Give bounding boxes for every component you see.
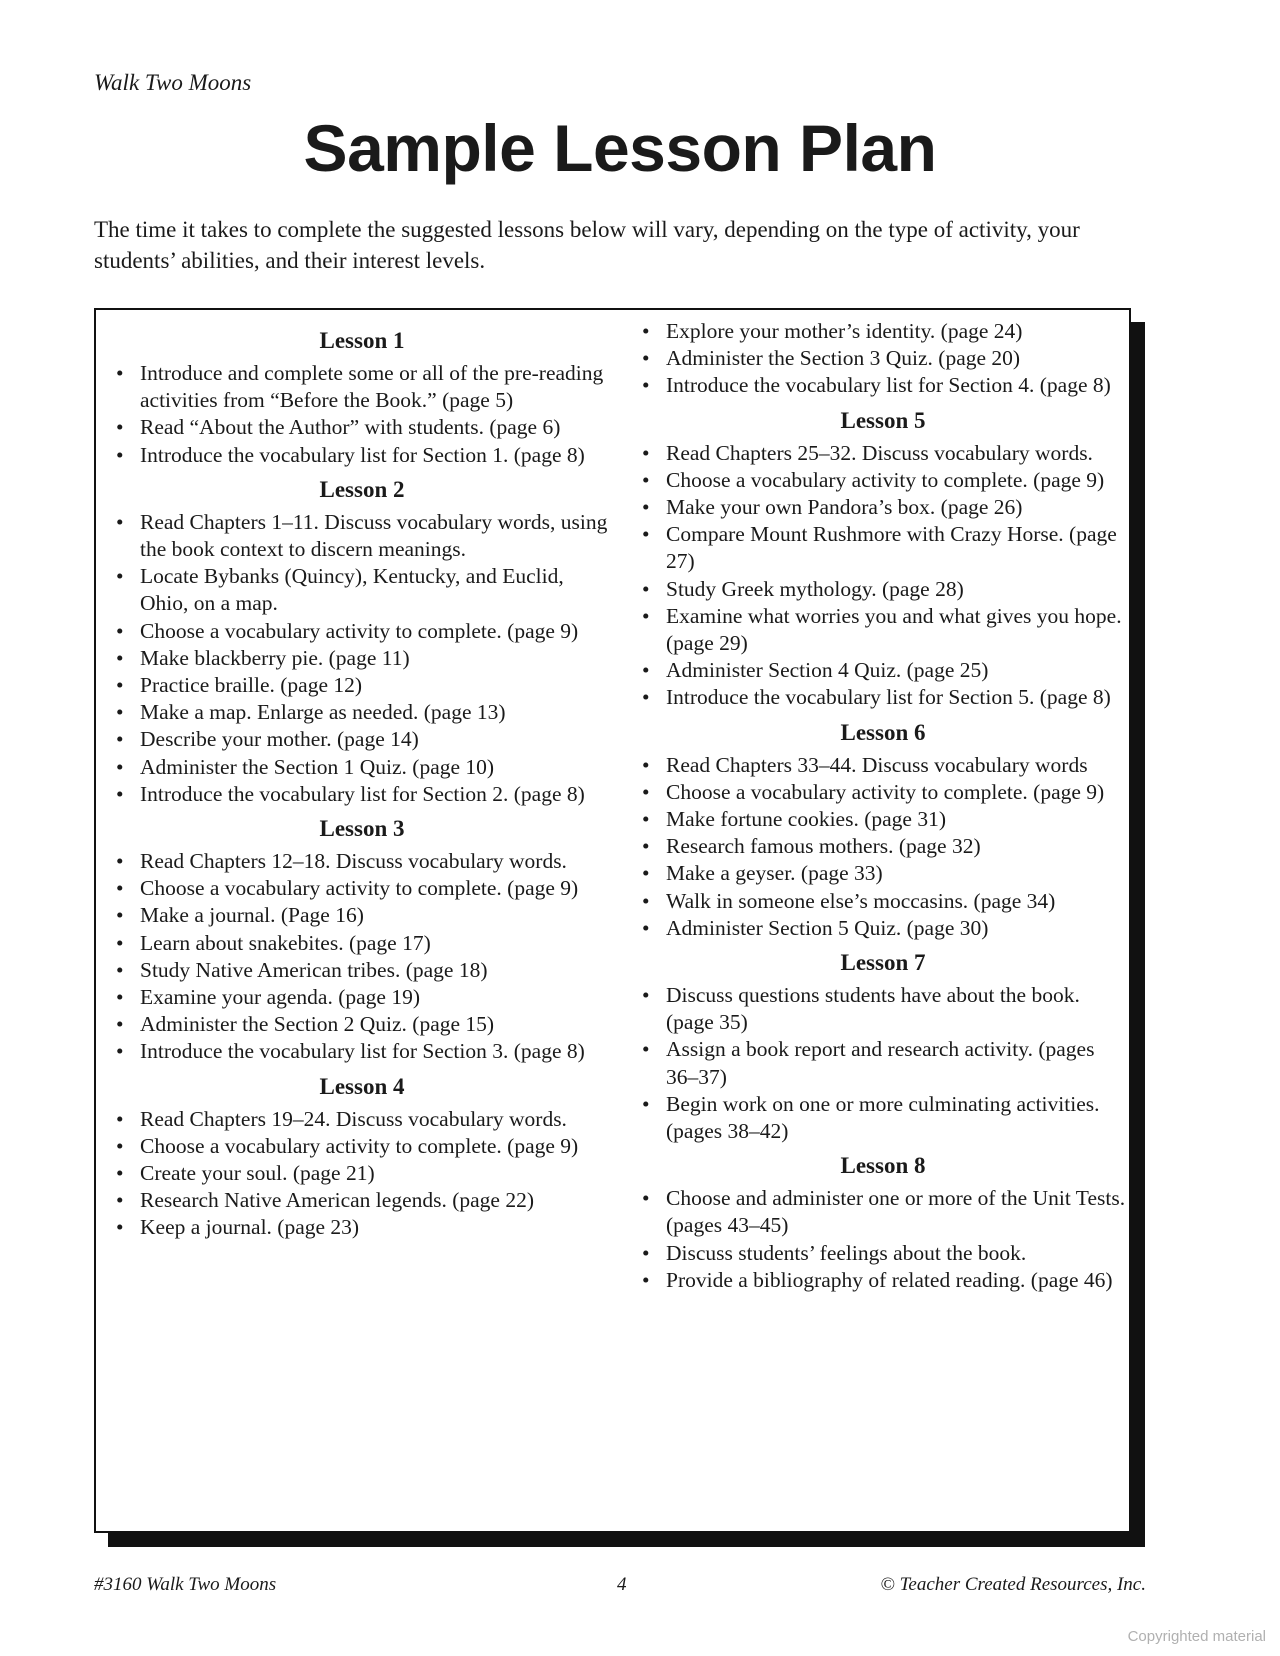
bullet-icon: •: [116, 1039, 124, 1064]
list-item-text: Introduce and complete some or all of the pre-reading activities from “Before the Book.” (page 5): [140, 361, 604, 413]
list-item-text: Make a map. Enlarge as needed. (page 13): [140, 700, 506, 725]
bullet-icon: •: [116, 673, 124, 698]
list-item-text: Make a journal. (Page 16): [140, 903, 364, 928]
bullet-icon: •: [642, 467, 650, 492]
bullet-icon: •: [116, 985, 124, 1010]
lesson-heading: Lesson 4: [319, 1073, 405, 1099]
lesson-activity-list: [638, 440, 1128, 712]
list-item: [638, 521, 1128, 575]
lesson-heading: Lesson 8: [840, 1153, 926, 1179]
list-item: [638, 318, 1128, 345]
list-item-text: Make blackberry pie. (page 11): [140, 645, 410, 670]
list-item: [638, 1185, 1128, 1239]
list-item-text: Discuss students’ feelings about the book.: [666, 1240, 1027, 1265]
list-item: [112, 618, 612, 645]
list-item-text: Begin work on one or more culminating activities. (pages 38–42): [666, 1091, 1100, 1144]
footer-copyright: © Teacher Created Resources, Inc.: [880, 1574, 1146, 1595]
bullet-icon: •: [642, 1091, 650, 1116]
list-item-text: Read Chapters 33–44. Discuss vocabulary words: [666, 752, 1088, 777]
list-item: [112, 414, 612, 441]
bullet-icon: •: [116, 564, 124, 589]
lesson-heading: Lesson 2: [319, 476, 405, 502]
list-item-text: Practice braille. (page 12): [140, 673, 363, 698]
list-item: [112, 699, 612, 726]
list-item: [112, 1214, 612, 1241]
lesson-activity-list: [638, 1185, 1128, 1294]
bullet-icon: •: [116, 781, 124, 806]
bullet-icon: •: [116, 957, 124, 982]
list-item: [638, 345, 1128, 372]
lesson-activity-list: [112, 1106, 612, 1242]
list-item-text: Read Chapters 19–24. Discuss vocabulary words.: [140, 1106, 567, 1131]
list-item: [638, 576, 1128, 603]
list-item-text: Locate Bybanks (Quincy), Kentucky, and Euclid, Ohio, on a map.: [140, 564, 564, 616]
list-item: [112, 645, 612, 672]
bullet-icon: •: [642, 685, 650, 710]
list-item-text: Provide a bibliography of related reading. (page 46): [666, 1267, 1113, 1292]
bullet-icon: •: [642, 752, 650, 777]
bullet-icon: •: [116, 903, 124, 928]
list-item: [112, 563, 612, 617]
bullet-icon: •: [642, 440, 650, 465]
list-item: [112, 1038, 612, 1065]
lesson-heading: Lesson 7: [840, 950, 926, 976]
list-item-text: Keep a journal. (page 23): [140, 1215, 360, 1240]
list-item-text: Describe your mother. (page 14): [140, 727, 419, 752]
footer-page-number: 4: [617, 1574, 627, 1595]
list-item: [112, 781, 612, 808]
bullet-icon: •: [642, 1267, 650, 1292]
bullet-icon: •: [642, 779, 650, 804]
bullet-icon: •: [116, 754, 124, 779]
lesson-heading: Lesson 6: [840, 719, 926, 745]
lesson-activity-list: [112, 848, 612, 1066]
list-item-text: Choose and administer one or more of the Unit Tests. (pages 43–45): [666, 1186, 1126, 1238]
list-item: [638, 779, 1128, 806]
bullet-icon: •: [116, 1012, 124, 1037]
list-item: [638, 806, 1128, 833]
bullet-icon: •: [116, 1133, 124, 1158]
list-item: [112, 957, 612, 984]
list-item: [638, 1036, 1128, 1090]
list-item-text: Administer Section 4 Quiz. (page 25): [666, 658, 989, 683]
list-item: [638, 982, 1128, 1036]
right-column: [638, 318, 1128, 1300]
list-item: [112, 1187, 612, 1214]
list-item: [638, 684, 1128, 711]
list-item: [638, 494, 1128, 521]
list-item: [112, 984, 612, 1011]
list-item: [638, 888, 1128, 915]
bullet-icon: •: [116, 361, 124, 385]
bullet-icon: •: [642, 1186, 650, 1211]
list-item: [112, 726, 612, 753]
list-item-text: Choose a vocabulary activity to complete. (page 9): [666, 467, 1105, 492]
list-item-text: Choose a vocabulary activity to complete. (page 9): [666, 779, 1105, 804]
list-item-text: Administer the Section 1 Quiz. (page 10): [140, 754, 495, 779]
list-item-text: Learn about snakebites. (page 17): [140, 930, 431, 955]
page-title: Sample Lesson Plan: [303, 111, 937, 185]
bullet-icon: •: [116, 1161, 124, 1186]
list-item: [638, 657, 1128, 684]
running-header: Walk Two Moons: [94, 70, 252, 95]
bullet-icon: •: [642, 1240, 650, 1265]
list-item-text: Read Chapters 25–32. Discuss vocabulary words.: [666, 440, 1093, 465]
lesson-activity-list: [638, 982, 1128, 1145]
intro-paragraph: The time it takes to complete the suggested lessons below will vary, depending on the type of activity, your students’ abilities, and their interest levels.: [94, 217, 1080, 273]
bullet-icon: •: [116, 509, 124, 534]
bullet-icon: •: [116, 727, 124, 752]
list-item-text: Introduce the vocabulary list for Section 5. (page 8): [666, 685, 1111, 710]
list-item: [638, 372, 1128, 399]
list-item: [112, 754, 612, 781]
bullet-icon: •: [116, 618, 124, 643]
list-item-text: Compare Mount Rushmore with Crazy Horse. (page 27): [666, 522, 1117, 574]
list-item-text: Make a geyser. (page 33): [666, 861, 883, 886]
lesson-plan-box: [94, 308, 1131, 1533]
bullet-icon: •: [642, 495, 650, 520]
lesson-heading: Lesson 3: [319, 816, 405, 842]
list-item-text: Research Native American legends. (page 22): [140, 1188, 535, 1213]
footer-book-id: #3160 Walk Two Moons: [94, 1574, 277, 1595]
list-item-text: Walk in someone else’s moccasins. (page 34): [666, 888, 1056, 913]
lesson-heading: Lesson 1: [319, 328, 405, 353]
list-item: [638, 1240, 1128, 1267]
bullet-icon: •: [116, 1188, 124, 1213]
bullet-icon: •: [642, 888, 650, 913]
list-item: [638, 603, 1128, 657]
bullet-icon: •: [642, 658, 650, 683]
list-item-text: Choose a vocabulary activity to complete. (page 9): [140, 876, 579, 901]
bullet-icon: •: [116, 876, 124, 901]
bullet-icon: •: [116, 849, 124, 874]
list-item: [638, 467, 1128, 494]
list-item: [112, 930, 612, 957]
list-item-text: Choose a vocabulary activity to complete. (page 9): [140, 1133, 579, 1158]
bullet-icon: •: [642, 983, 650, 1008]
list-item: [112, 848, 612, 875]
list-item: [638, 833, 1128, 860]
lesson-activity-list: [112, 509, 612, 808]
list-item-text: Examine your agenda. (page 19): [140, 985, 420, 1010]
list-item-text: Make your own Pandora’s box. (page 26): [666, 495, 1023, 520]
bullet-icon: •: [642, 603, 650, 628]
list-item: [638, 860, 1128, 887]
list-item-text: Study Greek mythology. (page 28): [666, 576, 964, 601]
list-item-text: Introduce the vocabulary list for Section 1. (page 8): [140, 442, 585, 467]
list-item-text: Examine what worries you and what gives you hope. (page 29): [666, 603, 1122, 656]
list-item-text: Research famous mothers. (page 32): [666, 834, 981, 859]
list-item-text: Read “About the Author” with students. (page 6): [140, 415, 561, 440]
bullet-icon: •: [116, 700, 124, 725]
list-item: [638, 1091, 1128, 1145]
list-item-text: Introduce the vocabulary list for Section 4. (page 8): [666, 373, 1111, 398]
watermark: Copyrighted material: [1127, 1628, 1266, 1645]
list-item: [112, 902, 612, 929]
list-item: [638, 440, 1128, 467]
list-item-text: Read Chapters 1–11. Discuss vocabulary words, using the book context to discern meanings.: [140, 509, 608, 562]
list-item-text: Study Native American tribes. (page 18): [140, 957, 488, 982]
list-item: [112, 509, 612, 563]
list-item-text: Discuss questions students have about the book. (page 35): [666, 983, 1080, 1035]
bullet-icon: •: [116, 1215, 124, 1240]
list-item-text: Make fortune cookies. (page 31): [666, 807, 946, 832]
lesson-heading: Lesson 5: [840, 407, 926, 433]
list-item-text: Administer the Section 2 Quiz. (page 15): [140, 1012, 495, 1037]
list-item-text: Assign a book report and research activity. (pages 36–37): [666, 1037, 1095, 1089]
list-item-text: Read Chapters 12–18. Discuss vocabulary words.: [140, 849, 567, 874]
list-item: [112, 1133, 612, 1160]
list-item: [112, 360, 612, 414]
list-item: [638, 915, 1128, 942]
lesson-activity-list: [638, 752, 1128, 942]
list-item-text: Introduce the vocabulary list for Section 2. (page 8): [140, 781, 585, 806]
bullet-icon: •: [642, 915, 650, 940]
list-item-text: Choose a vocabulary activity to complete. (page 9): [140, 618, 579, 643]
bullet-icon: •: [642, 522, 650, 547]
bullet-icon: •: [642, 1037, 650, 1062]
bullet-icon: •: [642, 373, 650, 398]
list-item: [112, 1160, 612, 1187]
list-item: [638, 752, 1128, 779]
bullet-icon: •: [642, 807, 650, 832]
list-item-text: Administer Section 5 Quiz. (page 30): [666, 915, 989, 940]
bullet-icon: •: [116, 415, 124, 440]
bullet-icon: •: [116, 645, 124, 670]
lesson-activity-list: [112, 360, 612, 469]
list-item-text: Administer the Section 3 Quiz. (page 20): [666, 346, 1021, 371]
bullet-icon: •: [116, 442, 124, 467]
list-item: [112, 875, 612, 902]
bullet-icon: •: [642, 576, 650, 601]
bullet-icon: •: [642, 319, 650, 343]
list-item-text: Create your soul. (page 21): [140, 1161, 375, 1186]
list-item: [638, 1267, 1128, 1294]
bullet-icon: •: [116, 930, 124, 955]
bullet-icon: •: [116, 1106, 124, 1131]
list-item: [112, 672, 612, 699]
left-column: [112, 320, 612, 1248]
list-item: [112, 1011, 612, 1038]
bullet-icon: •: [642, 861, 650, 886]
lesson-activity-list: [638, 318, 1128, 400]
bullet-icon: •: [642, 346, 650, 371]
list-item-text: Introduce the vocabulary list for Section 3. (page 8): [140, 1039, 585, 1064]
list-item: [112, 442, 612, 469]
list-item-text: Explore your mother’s identity. (page 24): [666, 319, 1023, 343]
bullet-icon: •: [642, 834, 650, 859]
list-item: [112, 1106, 612, 1133]
